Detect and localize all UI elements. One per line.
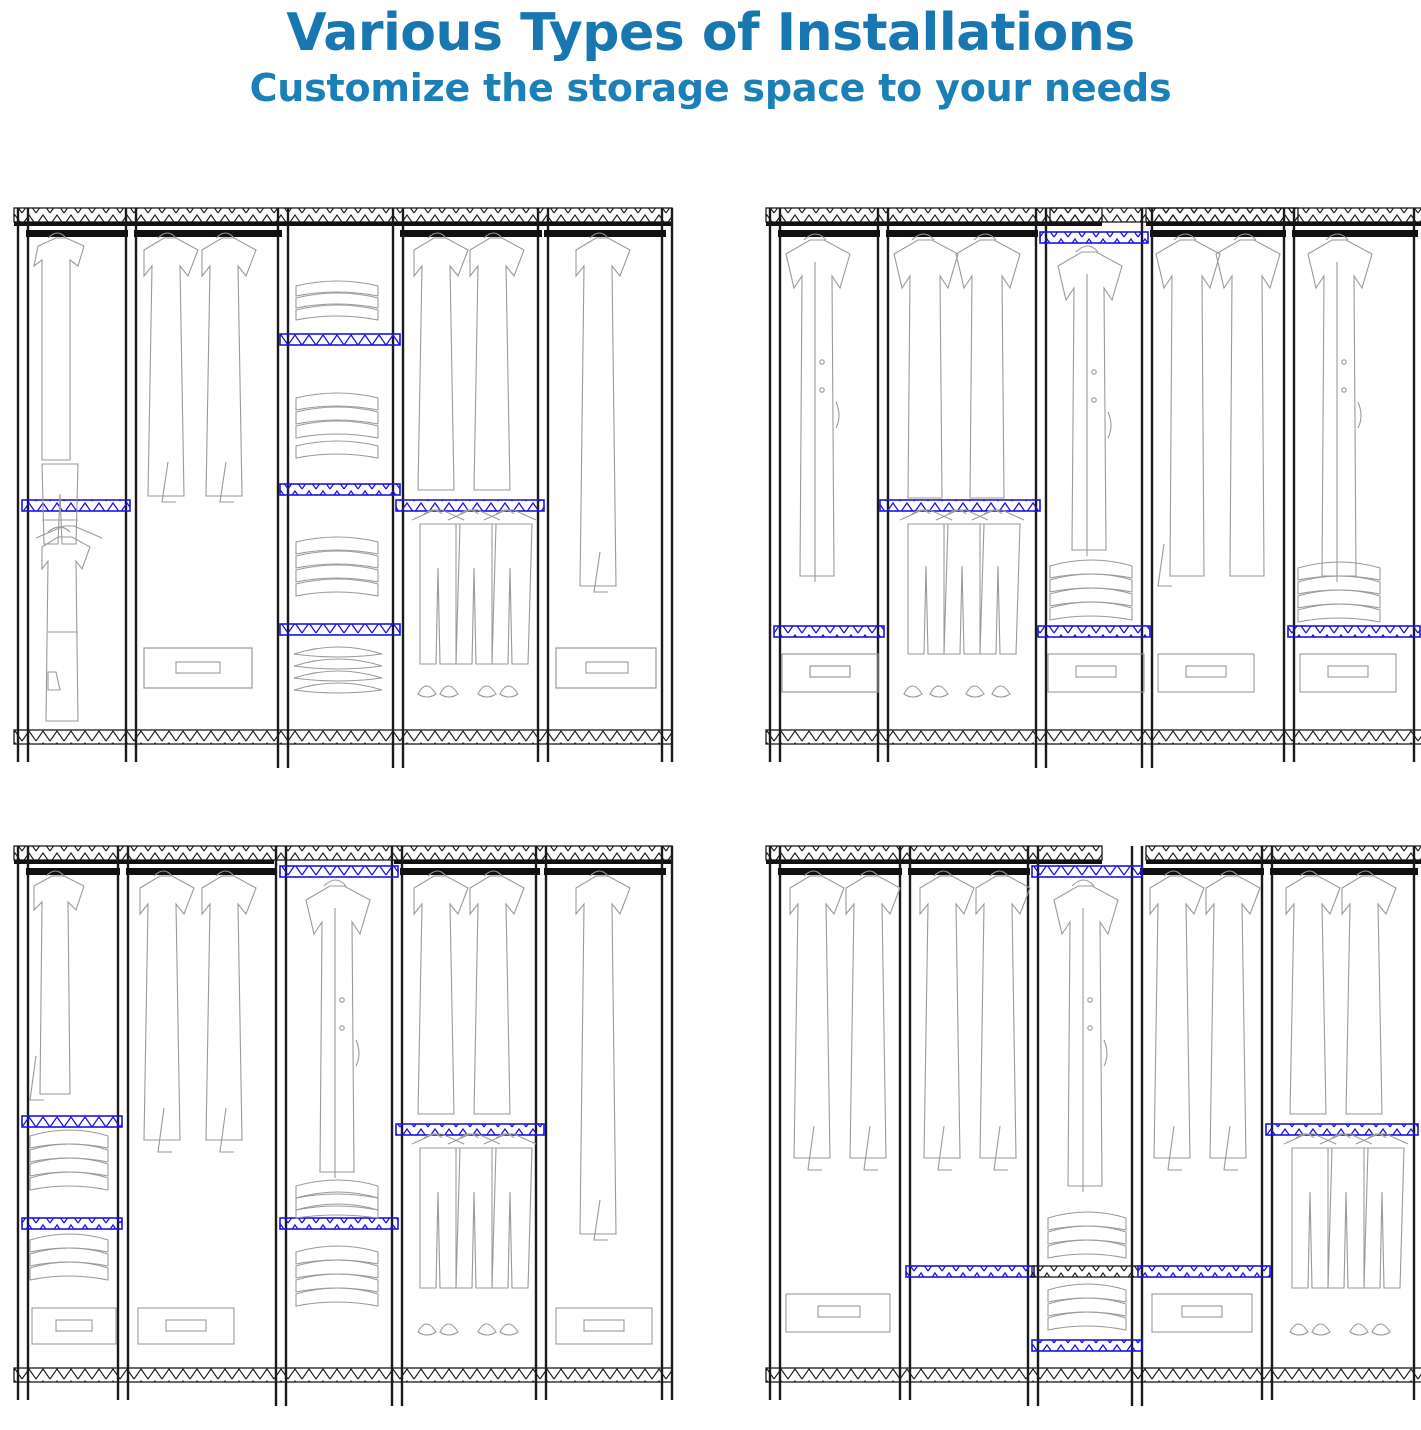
adjustable-shelf-highlight (22, 334, 544, 635)
storage-box (782, 654, 878, 692)
shoe-icon (478, 1324, 496, 1335)
frame-3 (14, 846, 672, 1406)
shoe-icon (418, 686, 436, 697)
shoe-icon (418, 1324, 436, 1335)
storage-box (1300, 654, 1396, 692)
storage-box (144, 648, 252, 688)
shoe-icon (1372, 1324, 1390, 1335)
storage-box (556, 648, 656, 688)
shoe-icon (1350, 1324, 1368, 1335)
shoe-icon (930, 686, 948, 697)
frame-1 (14, 208, 672, 768)
shoe-icon (1290, 1324, 1308, 1335)
storage-box (786, 1294, 890, 1332)
layout-diagram-4 (760, 840, 1421, 1430)
shoe-icon (1312, 1324, 1330, 1335)
shoe-icon (440, 686, 458, 697)
page-subtitle: Customize the storage space to your needs (249, 65, 1172, 110)
layout-diagram-1 (8, 202, 678, 792)
storage-box (1048, 654, 1144, 692)
storage-box (32, 1308, 116, 1344)
hang-rod (26, 230, 666, 237)
garment-outlines (34, 233, 102, 721)
garment-outlines (786, 234, 850, 582)
shoe-icon (992, 686, 1010, 697)
header (0, 0, 1421, 110)
shoe-icon (966, 686, 984, 697)
shoe-icon (904, 686, 922, 697)
shoe-icon (500, 686, 518, 697)
storage-box (138, 1308, 234, 1344)
frame-4 (766, 846, 1421, 1406)
storage-box (556, 1308, 652, 1344)
storage-box (1158, 654, 1254, 692)
layout-diagram-2 (760, 202, 1421, 792)
layout-diagram-3 (8, 840, 678, 1430)
storage-box (1152, 1294, 1252, 1332)
frame-2 (766, 208, 1421, 768)
garment-outlines (786, 871, 900, 1332)
shoe-icon (500, 1324, 518, 1335)
layout-grid (0, 180, 1421, 1410)
garment-outlines (30, 871, 116, 1344)
adjustable-shelf-highlight (906, 866, 1418, 1351)
page-title: Various Types of Installations (286, 3, 1135, 63)
shoe-icon (440, 1324, 458, 1335)
shoe-icon (478, 686, 496, 697)
